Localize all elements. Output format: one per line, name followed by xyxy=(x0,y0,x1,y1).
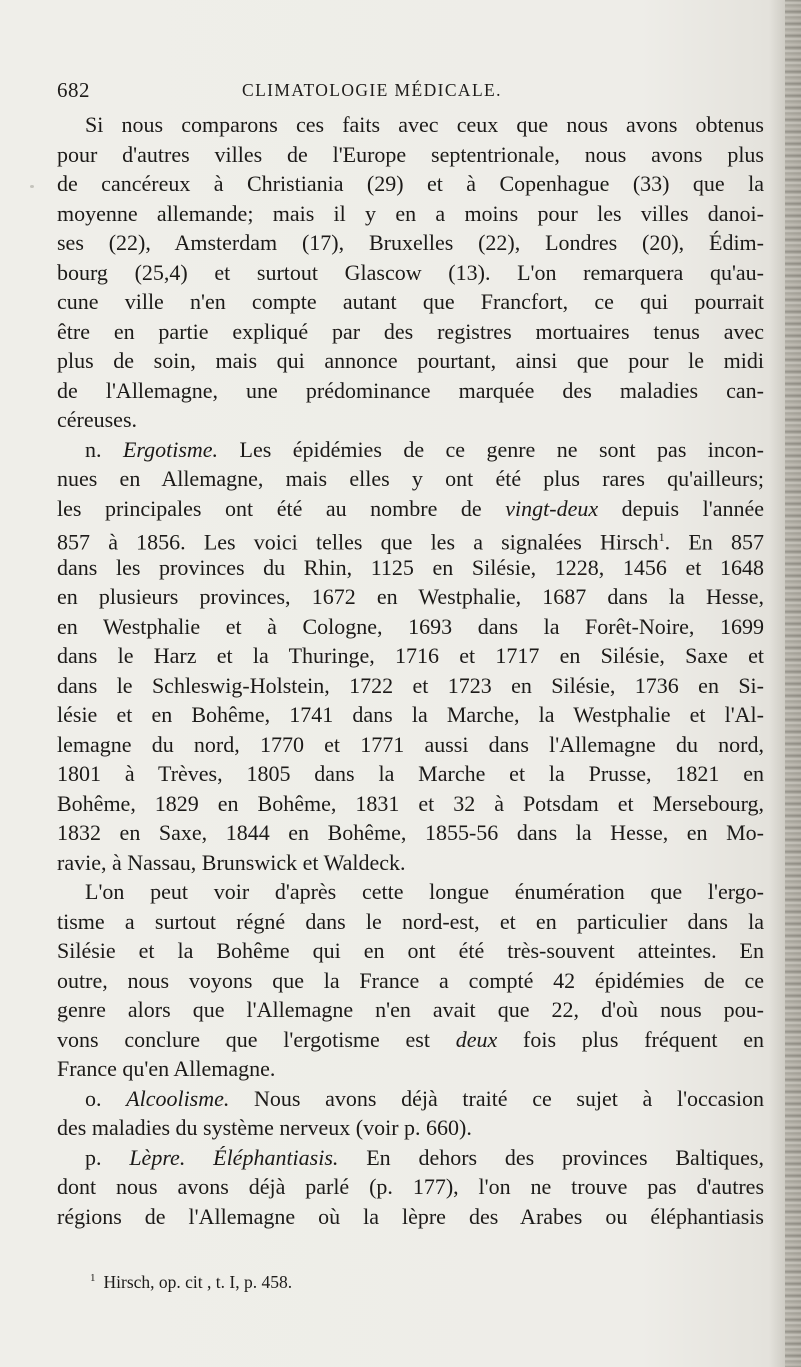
text-run: les principales ont été au nombre de xyxy=(57,495,482,521)
text-line: ravie, à Nassau, Brunswick et Waldeck. xyxy=(57,849,406,875)
text-line: France qu'en Allemagne. xyxy=(57,1056,276,1081)
text-line: dans le Schleswig-Holstein, 1722 et 1723 en Silésie, 1736 en Si- xyxy=(57,672,764,698)
running-head xyxy=(57,78,757,108)
text-run: fois plus fréquent en xyxy=(523,1026,765,1052)
footnote-mark: 1 xyxy=(90,1272,96,1285)
text-line: dont nous avons déjà parlé (p. 177), l'on ne trouve pas d'autres xyxy=(57,1174,764,1199)
text-run: 857 à 1856. Les voici telles que les a signalées Hirsch xyxy=(57,529,659,555)
text-line: dans le Harz et la Thuringe, 1716 et 1717 en Silésie, Saxe et xyxy=(57,643,764,668)
emphasis-vingt-deux: vingt-deux xyxy=(505,495,599,521)
text-line: outre, nous voyons que la France a compté 42 épidémies de ce xyxy=(57,967,764,993)
text-line: bourg (25,4) et surtout Glascow (13). L'on remarquera qu'au- xyxy=(57,259,764,285)
text-line: en plusieurs provinces, 1672 en Westphalie, 1687 dans la Hesse, xyxy=(57,584,764,609)
footnote xyxy=(90,1272,292,1293)
text-line: 1832 en Saxe, 1844 en Bohême, 1855-56 dans la Hesse, en Mo- xyxy=(57,820,764,845)
section-p-first-line xyxy=(57,1143,764,1173)
text-run: vons conclure que l'ergotisme est xyxy=(57,1026,430,1052)
section-title-ergotisme: Ergotisme. xyxy=(122,436,219,462)
text-line: moyenne allemande; mais il y en a moins pour les villes danoi- xyxy=(57,200,764,226)
text-line-emphasis xyxy=(57,1025,764,1055)
section-title-alcoolisme: Alcoolisme. xyxy=(126,1085,230,1111)
text-line: nues en Allemagne, mais elles y ont été plus rares qu'ailleurs; xyxy=(57,466,764,491)
text-line-footnote-ref: 857 à 1856. Les voici telles que les a signalées Hirsch$^1$. En 857 xyxy=(57,529,764,555)
text-line: de cancéreux à Christiania (29) et à Copenhague (33) que la xyxy=(57,171,764,196)
body-text xyxy=(57,110,764,1231)
text-line: Silésie et la Bohême qui en ont été très-souvent atteintes. En xyxy=(57,938,764,963)
text-line: dans les provinces du Rhin, 1125 en Silésie, 1228, 1456 et 1648 xyxy=(57,554,764,580)
text-line: pour d'autres villes de l'Europe septentrionale, nous avons plus xyxy=(57,141,764,167)
text-line: Bohême, 1829 en Bohême, 1831 et 32 à Potsdam et Mersebourg, xyxy=(57,790,764,816)
paper-speck xyxy=(30,185,34,188)
page-number: 682 xyxy=(57,78,90,102)
text-line: 1801 à Trèves, 1805 dans la Marche et la Prusse, 1821 en xyxy=(57,761,764,786)
text-line: céreuses. xyxy=(57,407,138,432)
text-line: être en partie expliqué par des registres mortuaires tenus avec xyxy=(57,318,764,344)
running-head-title: CLIMATOLOGIE MÉDICALE. xyxy=(242,80,502,100)
text-line: lemagne du nord, 1770 et 1771 aussi dans l'Allemagne du nord, xyxy=(57,731,764,757)
text-line: L'on peut voir d'après cette longue énumération que l'ergo- xyxy=(85,879,764,904)
footnote-reference: 1 xyxy=(658,530,665,544)
text-line: cune ville n'en compte autant que Francfort, ce qui pourrait xyxy=(57,289,764,314)
text-run: En dehors des provinces Baltiques, xyxy=(366,1144,764,1170)
section-o-first-line xyxy=(57,1084,764,1114)
text-line: de l'Allemagne, une prédominance marquée des maladies can- xyxy=(57,377,764,403)
emphasis-deux: deux xyxy=(455,1026,498,1052)
text-run: En 857 xyxy=(688,529,764,555)
text-line-emphasis xyxy=(57,494,764,524)
text-run: depuis l'année xyxy=(621,495,765,521)
text-run: Les épidémies de ce genre ne sont pas incon- xyxy=(239,436,765,462)
text-line: en Westphalie et à Cologne, 1693 dans la Forêt-Noire, 1699 xyxy=(57,613,764,639)
footnote-text: Hirsch, op. cit , t. I, p. 458. xyxy=(103,1272,293,1292)
text-line: Si nous comparons ces faits avec ceux que nous avons obtenus xyxy=(85,112,764,137)
section-marker-o: o. xyxy=(85,1085,102,1111)
section-n-first-line xyxy=(57,435,764,465)
text-line: tisme a surtout régné dans le nord-est, et en particulier dans la xyxy=(57,908,764,934)
text-line: régions de l'Allemagne où la lèpre des Arabes ou éléphantiasis xyxy=(57,1203,764,1229)
section-marker-n: n. xyxy=(85,436,102,462)
page-edge-shadow xyxy=(785,0,801,1367)
text-line: ses (22), Amsterdam (17), Bruxelles (22), Londres (20), Édim- xyxy=(57,230,764,255)
text-line: des maladies du système nerveux (voir p. 660). xyxy=(57,1115,472,1140)
text-run: Nous avons déjà traité ce sujet à l'occasion xyxy=(254,1085,765,1111)
text-line: plus de soin, mais qui annonce pourtant, ainsi que pour le midi xyxy=(57,348,764,373)
section-marker-p: p. xyxy=(85,1144,102,1170)
text-line: genre alors que l'Allemagne n'en avait que 22, d'où nous pou- xyxy=(57,997,764,1022)
text-line: lésie et en Bohême, 1741 dans la Marche, la Westphalie et l'Al- xyxy=(57,702,764,727)
section-title-lepre: Lèpre. Éléphantiasis. xyxy=(129,1144,339,1170)
